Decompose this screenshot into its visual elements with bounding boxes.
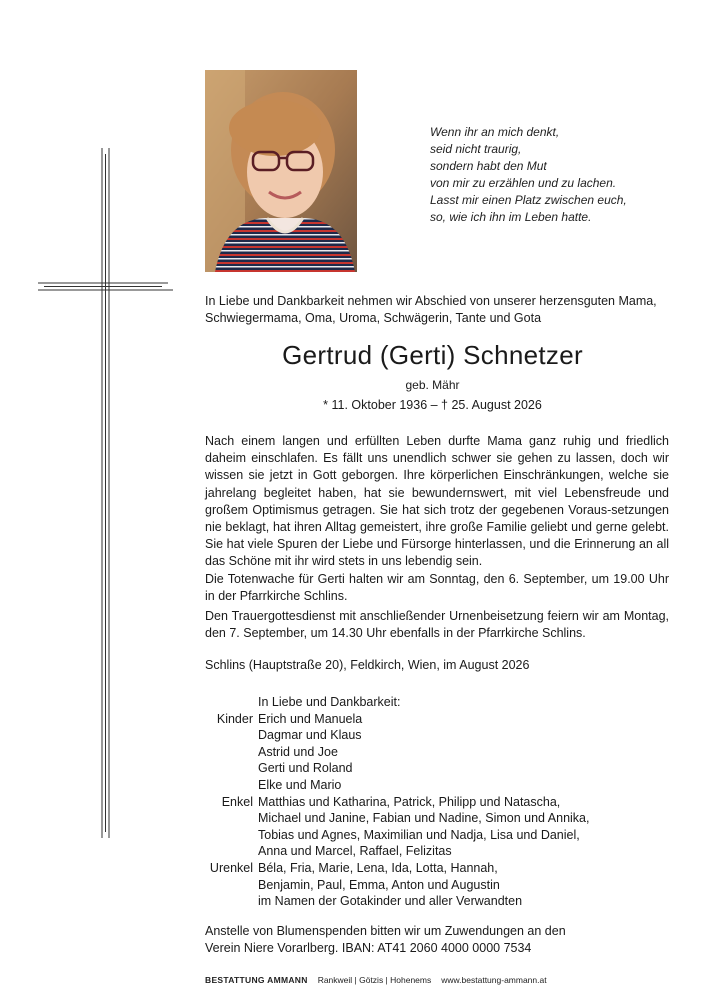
mourner-text: Matthias und Katharina, Patrick, Philipp und Natascha,: [258, 794, 561, 809]
mourner-row: [190, 744, 660, 761]
footer: [205, 975, 547, 985]
mourner-label: [190, 777, 258, 794]
mourner-label: Urenkel: [209, 860, 253, 875]
mourner-label: [190, 810, 258, 827]
mourner-row: [190, 827, 660, 844]
mourner-label: [190, 827, 258, 844]
mourner-label: [190, 760, 258, 777]
footer-brand: BESTATTUNG AMMANN: [205, 975, 308, 985]
poem-line: von mir zu erzählen und zu lachen.: [430, 176, 617, 190]
mourner-text: Elke und Mario: [258, 777, 342, 792]
mourner-row: [190, 843, 660, 860]
mourner-label: [190, 843, 258, 860]
donation-line: Anstelle von Blumenspenden bitten wir um Zuwendungen an den: [205, 924, 566, 938]
mourner-text: Dagmar und Klaus: [258, 728, 362, 743]
intro-text: [205, 293, 675, 327]
mourner-text: Gerti und Roland: [258, 761, 353, 776]
mourner-label: [190, 744, 258, 761]
intro-line: In Liebe und Dankbarkeit nehmen wir Abschied von unserer herzensguten Mama,: [205, 294, 657, 308]
poem-line: seid nicht traurig,: [430, 142, 522, 156]
poem-line: so, wie ich ihn im Leben hatte.: [430, 210, 592, 224]
mourner-label: Kinder: [216, 711, 253, 726]
poem-line: Lasst mir einen Platz zwischen euch,: [430, 193, 627, 207]
intro-line: Schwiegermama, Oma, Uroma, Schwägerin, Tante und Gota: [205, 311, 542, 325]
mourner-text: Michael und Janine, Fabian und Nadine, Simon und Annika,: [258, 811, 590, 826]
mourner-row: [190, 877, 660, 894]
mourner-text: Tobias und Agnes, Maximilian und Nadja, Lisa und Daniel,: [258, 827, 580, 842]
obituary-paragraph: Nach einem langen und erfüllten Leben durfte Mama ganz ruhig und friedlich daheim einschlafen. Es fällt uns unendlich schwer sie gehen zu lassen, doch wir wissen sie jetzt in Gott geborgen. Ihre körperlichen Einschränkungen, welche sie jahrelang begleitet haben, hat sie bewundernswert, mit viel Lebensfreude und großem Optimismus getragen. Sie hat sich trotz der gegebenen Voraus-setzungen nie beklagt, hat ihren Alltag gemeistert, ihre große Familie geliebt und gerne gelebt. Sie hat viele Spuren der Liebe und Fürsorge hinterlassen, und die Erinnerung an all das Schöne mit ihr wird stets in uns lebendig sein.: [205, 434, 669, 569]
funeral-paragraph: Den Trauergottesdienst mit anschließender Urnenbeisetzung feiern wir am Montag, den 7. September, um 14.30 Uhr ebenfalls in der Pfarrkirche Schlins.: [205, 609, 669, 641]
mourner-label: [190, 893, 258, 910]
footer-locations: Rankweil | Götzis | Hohenems: [317, 975, 432, 985]
mourner-row: [190, 794, 660, 811]
mourner-row: [190, 727, 660, 744]
poem-line: sondern habt den Mut: [430, 159, 547, 173]
mourner-text: In Liebe und Dankbarkeit:: [258, 695, 401, 709]
mourner-text: Erich und Manuela: [258, 711, 363, 726]
mourner-row: [190, 810, 660, 827]
mourner-label: [190, 727, 258, 744]
mourner-text: Anna und Marcel, Raffael, Felizitas: [258, 844, 452, 859]
mourner-row: [190, 893, 660, 910]
poem: [430, 124, 690, 226]
mourners-list: [190, 694, 660, 910]
life-dates: * 11. Oktober 1936 – † 25. August 2026: [323, 398, 542, 412]
cross-icon: [38, 148, 173, 838]
mourner-text: Astrid und Joe: [258, 744, 338, 759]
poem-line: Wenn ihr an mich denkt,: [430, 125, 560, 139]
donation-line: Verein Niere Vorarlberg. IBAN: AT41 2060 4000 0000 7534: [205, 941, 532, 955]
mourner-text: Béla, Fria, Marie, Lena, Ida, Lotta, Hannah,: [258, 860, 498, 875]
mourner-label: Enkel: [221, 794, 253, 809]
footer-website: www.bestattung-ammann.at: [441, 975, 547, 985]
place-date: Schlins (Hauptstraße 20), Feldkirch, Wien, im August 2026: [205, 658, 530, 672]
mourner-row: [190, 711, 660, 728]
maiden-name: geb. Mähr: [405, 378, 460, 392]
mourner-text: im Namen der Gotakinder und aller Verwandten: [258, 894, 523, 909]
vigil-paragraph: Die Totenwache für Gerti halten wir am Sonntag, den 6. September, um 19.00 Uhr in der Pfarrkirche Schlins.: [205, 572, 669, 604]
mourner-row: [190, 760, 660, 777]
mourner-label: [190, 694, 258, 711]
mourner-text: Benjamin, Paul, Emma, Anton und Augustin: [258, 877, 500, 892]
mourner-row: [190, 860, 660, 877]
mourner-label: [190, 877, 258, 894]
mourner-row: [190, 694, 660, 711]
donation-note: [205, 923, 675, 957]
mourner-row: [190, 777, 660, 794]
portrait-photo: [205, 70, 357, 272]
deceased-name: Gertrud (Gerti) Schnetzer: [282, 340, 583, 370]
